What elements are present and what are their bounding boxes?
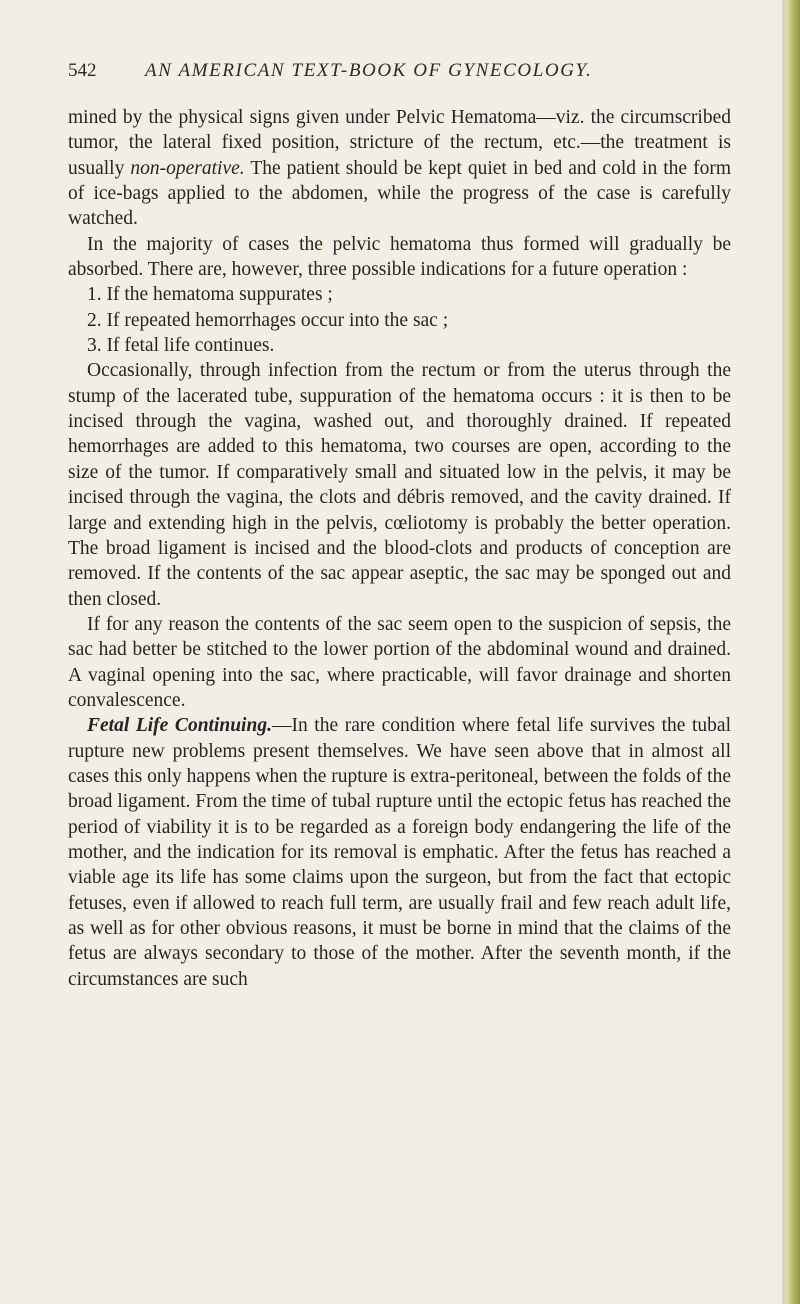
running-title: AN AMERICAN TEXT-BOOK OF GYNECOLOGY. <box>145 60 593 81</box>
running-head <box>68 57 728 85</box>
paragraph-continuation <box>68 105 731 232</box>
paragraph-1-ending: The patient should be kept quiet in bed and cold in the form of ice-bags applied to the abdomen, while the progress of the case is carefully watched. <box>68 157 731 230</box>
emphasis-non-operative: non-operative. <box>130 157 245 179</box>
book-edge <box>782 0 800 1304</box>
list-item: 3. If fetal life continues. <box>87 335 275 357</box>
paragraph-sepsis: If for any reason the contents of the sac seem open to the suspicion of sepsis, the sac had better be stitched to the lower portion of the abdominal wound and drained. A vaginal opening into the sac, where practicable, will favor drainage and shorten convalescence. <box>68 613 731 711</box>
body-text <box>68 105 731 992</box>
paragraph-1-text: mined by the physical signs given under Pelvic Hematoma—viz. the circumscribed tumor, the lateral fixed position, stricture of the rectum, etc.—the treatment is usually <box>68 107 731 179</box>
paragraph-fetal-life <box>68 713 731 992</box>
paragraph-fetal-life-text: —In the rare condition where fetal life survives the tubal rupture new problems present themselves. We have seen above that in almost all cases this only happens when the rupture is extra-peritoneal, between the folds of the broad ligament. From the time of tubal rupture until the ectopic fetus has reached the period of viability it is to be regarded as a foreign body endangering the life of the mother, and the indication for its removal is emphatic. After the fetus has reached a viable age its life has some claims upon the surgeon, but from the fact that ectopic fetuses, even if allowed to reach full term, are usually frail and few reach adult life, as well as for other obvious reasons, it must be borne in mind that the claims of the fetus are always secondary to those of the mother. After the seventh month, if the circumstances are such <box>68 715 731 990</box>
list-item: 2. If repeated hemorrhages occur into the sac ; <box>87 309 449 331</box>
section-heading: Fetal Life Continuing. <box>87 715 272 737</box>
paragraph-suppuration: Occasionally, through infection from the rectum or from the uterus through the stump of the lacerated tube, suppuration of the hematoma occurs : it is then to be incised through the vagina, washed out, and thoroughly drained. If repeated hemorrhages are added to this hematoma, two courses are open, according to the size of the tumor. If comparatively small and situated low in the pelvis, it may be incised through the vagina, the clots and débris removed, and the cavity drained. If large and extending high in the pelvis, cœliotomy is probably the better operation. The broad ligament is incised and the blood-clots and products of conception are removed. If the contents of the sac appear aseptic, the sac may be sponged out and then closed. <box>68 360 731 610</box>
paragraph-absorption: In the majority of cases the pelvic hematoma thus formed will gradually be absorbed. There are, however, three possible indications for a future operation : <box>68 233 731 281</box>
list-item: 1. If the hematoma suppurates ; <box>87 284 333 306</box>
page-number: 542 <box>68 60 97 81</box>
